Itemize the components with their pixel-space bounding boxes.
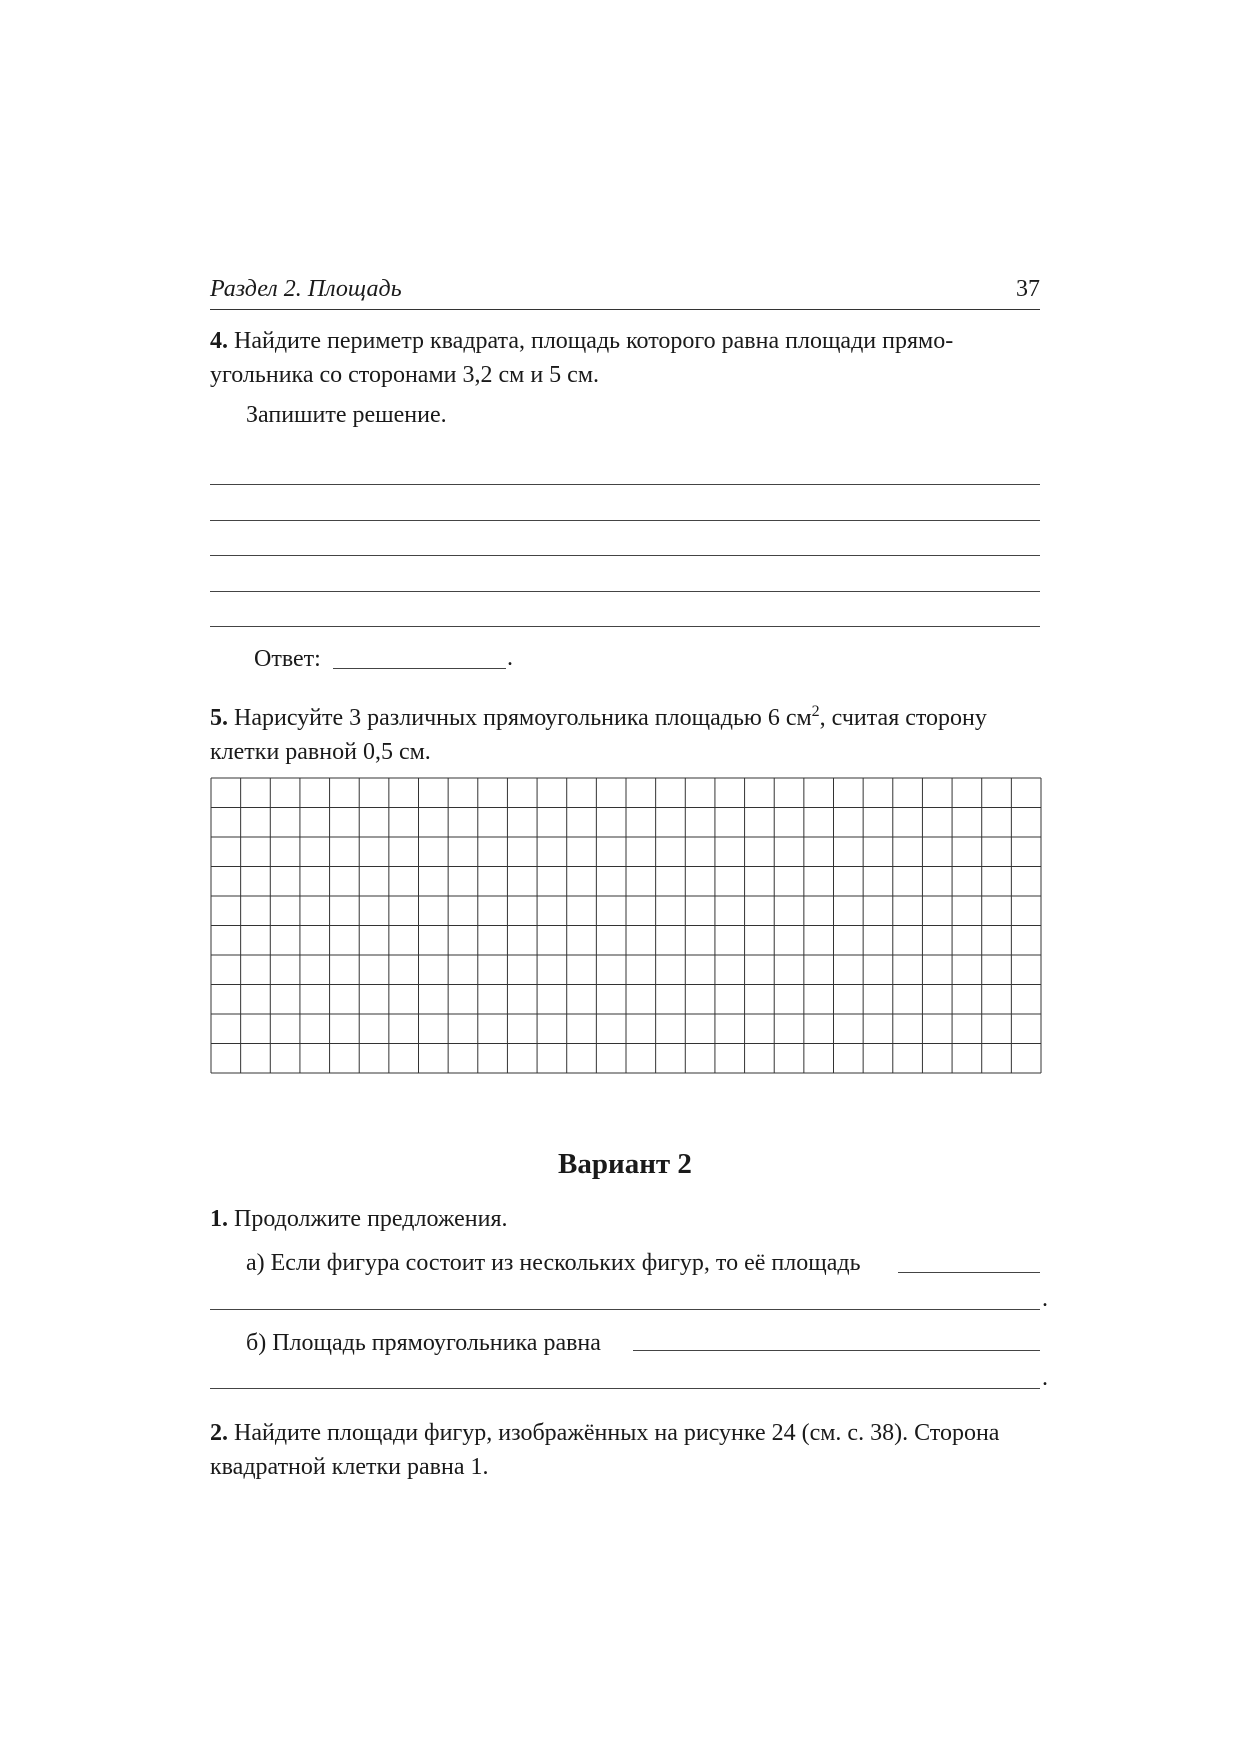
- solution-line-3[interactable]: [210, 555, 1040, 556]
- task4-line1: [210, 322, 1040, 360]
- item-b-blank-2[interactable]: [210, 1388, 1040, 1389]
- item-a-blank-1[interactable]: [898, 1272, 1040, 1273]
- v2-task2-number: 2.: [210, 1420, 228, 1446]
- task5-number: 5.: [210, 705, 228, 731]
- v2-task1-text: Продолжите предложения.: [234, 1206, 508, 1232]
- v2-task1-item-b: б) Площадь прямоугольника равна: [246, 1330, 601, 1356]
- answer-label: Ответ:: [254, 646, 321, 672]
- section-title: Раздел 2. Площадь: [210, 276, 402, 302]
- v2-task1-line: [210, 1200, 1040, 1238]
- task5-text-line2: клетки равной 0,5 см.: [210, 739, 431, 765]
- v2-task2-text-line1: Найдите площади фигур, изображённых на рисунке 24 (см. с. 38). Сторона: [234, 1420, 1000, 1446]
- solution-line-1[interactable]: [210, 484, 1040, 485]
- task5-text-line1: Нарисуйте 3 различных прямоугольника площадью 6 см: [234, 705, 812, 731]
- header-rule: [210, 309, 1040, 310]
- item-a-end-mark: .: [1042, 1286, 1048, 1312]
- answer-end-mark: .: [507, 645, 513, 671]
- solution-line-2[interactable]: [210, 520, 1040, 521]
- v2-task1-item-a: а) Если фигура состоит из нескольких фигур, то её площадь: [246, 1250, 861, 1276]
- task5-superscript: 2: [811, 703, 820, 720]
- item-b-end-mark: .: [1042, 1365, 1048, 1391]
- drawing-grid[interactable]: [210, 777, 1042, 1074]
- item-b-blank-1[interactable]: [633, 1350, 1040, 1351]
- v2-task1-number: 1.: [210, 1206, 228, 1232]
- grid-canvas[interactable]: [210, 777, 1042, 1074]
- item-a-blank-2[interactable]: [210, 1309, 1040, 1310]
- answer-blank[interactable]: [333, 668, 506, 669]
- page-number: 37: [1016, 276, 1040, 302]
- task5-text-line1-post: , считая сторону: [819, 705, 987, 731]
- task4-text-line1: Найдите периметр квадрата, площадь которого равна площади прямо-: [234, 328, 954, 354]
- solution-line-5[interactable]: [210, 626, 1040, 627]
- v2-task2-line1: [210, 1414, 1040, 1452]
- v2-task2-text-line2: квадратной клетки равна 1.: [210, 1454, 489, 1480]
- variant-title: Вариант 2: [558, 1148, 692, 1180]
- solution-line-4[interactable]: [210, 591, 1040, 592]
- task4-text-line2: угольника со сторонами 3,2 см и 5 см.: [210, 362, 600, 388]
- task4-number: 4.: [210, 328, 228, 354]
- task4-instruction: Запишите решение.: [246, 402, 447, 428]
- task5-line1: [210, 699, 1040, 737]
